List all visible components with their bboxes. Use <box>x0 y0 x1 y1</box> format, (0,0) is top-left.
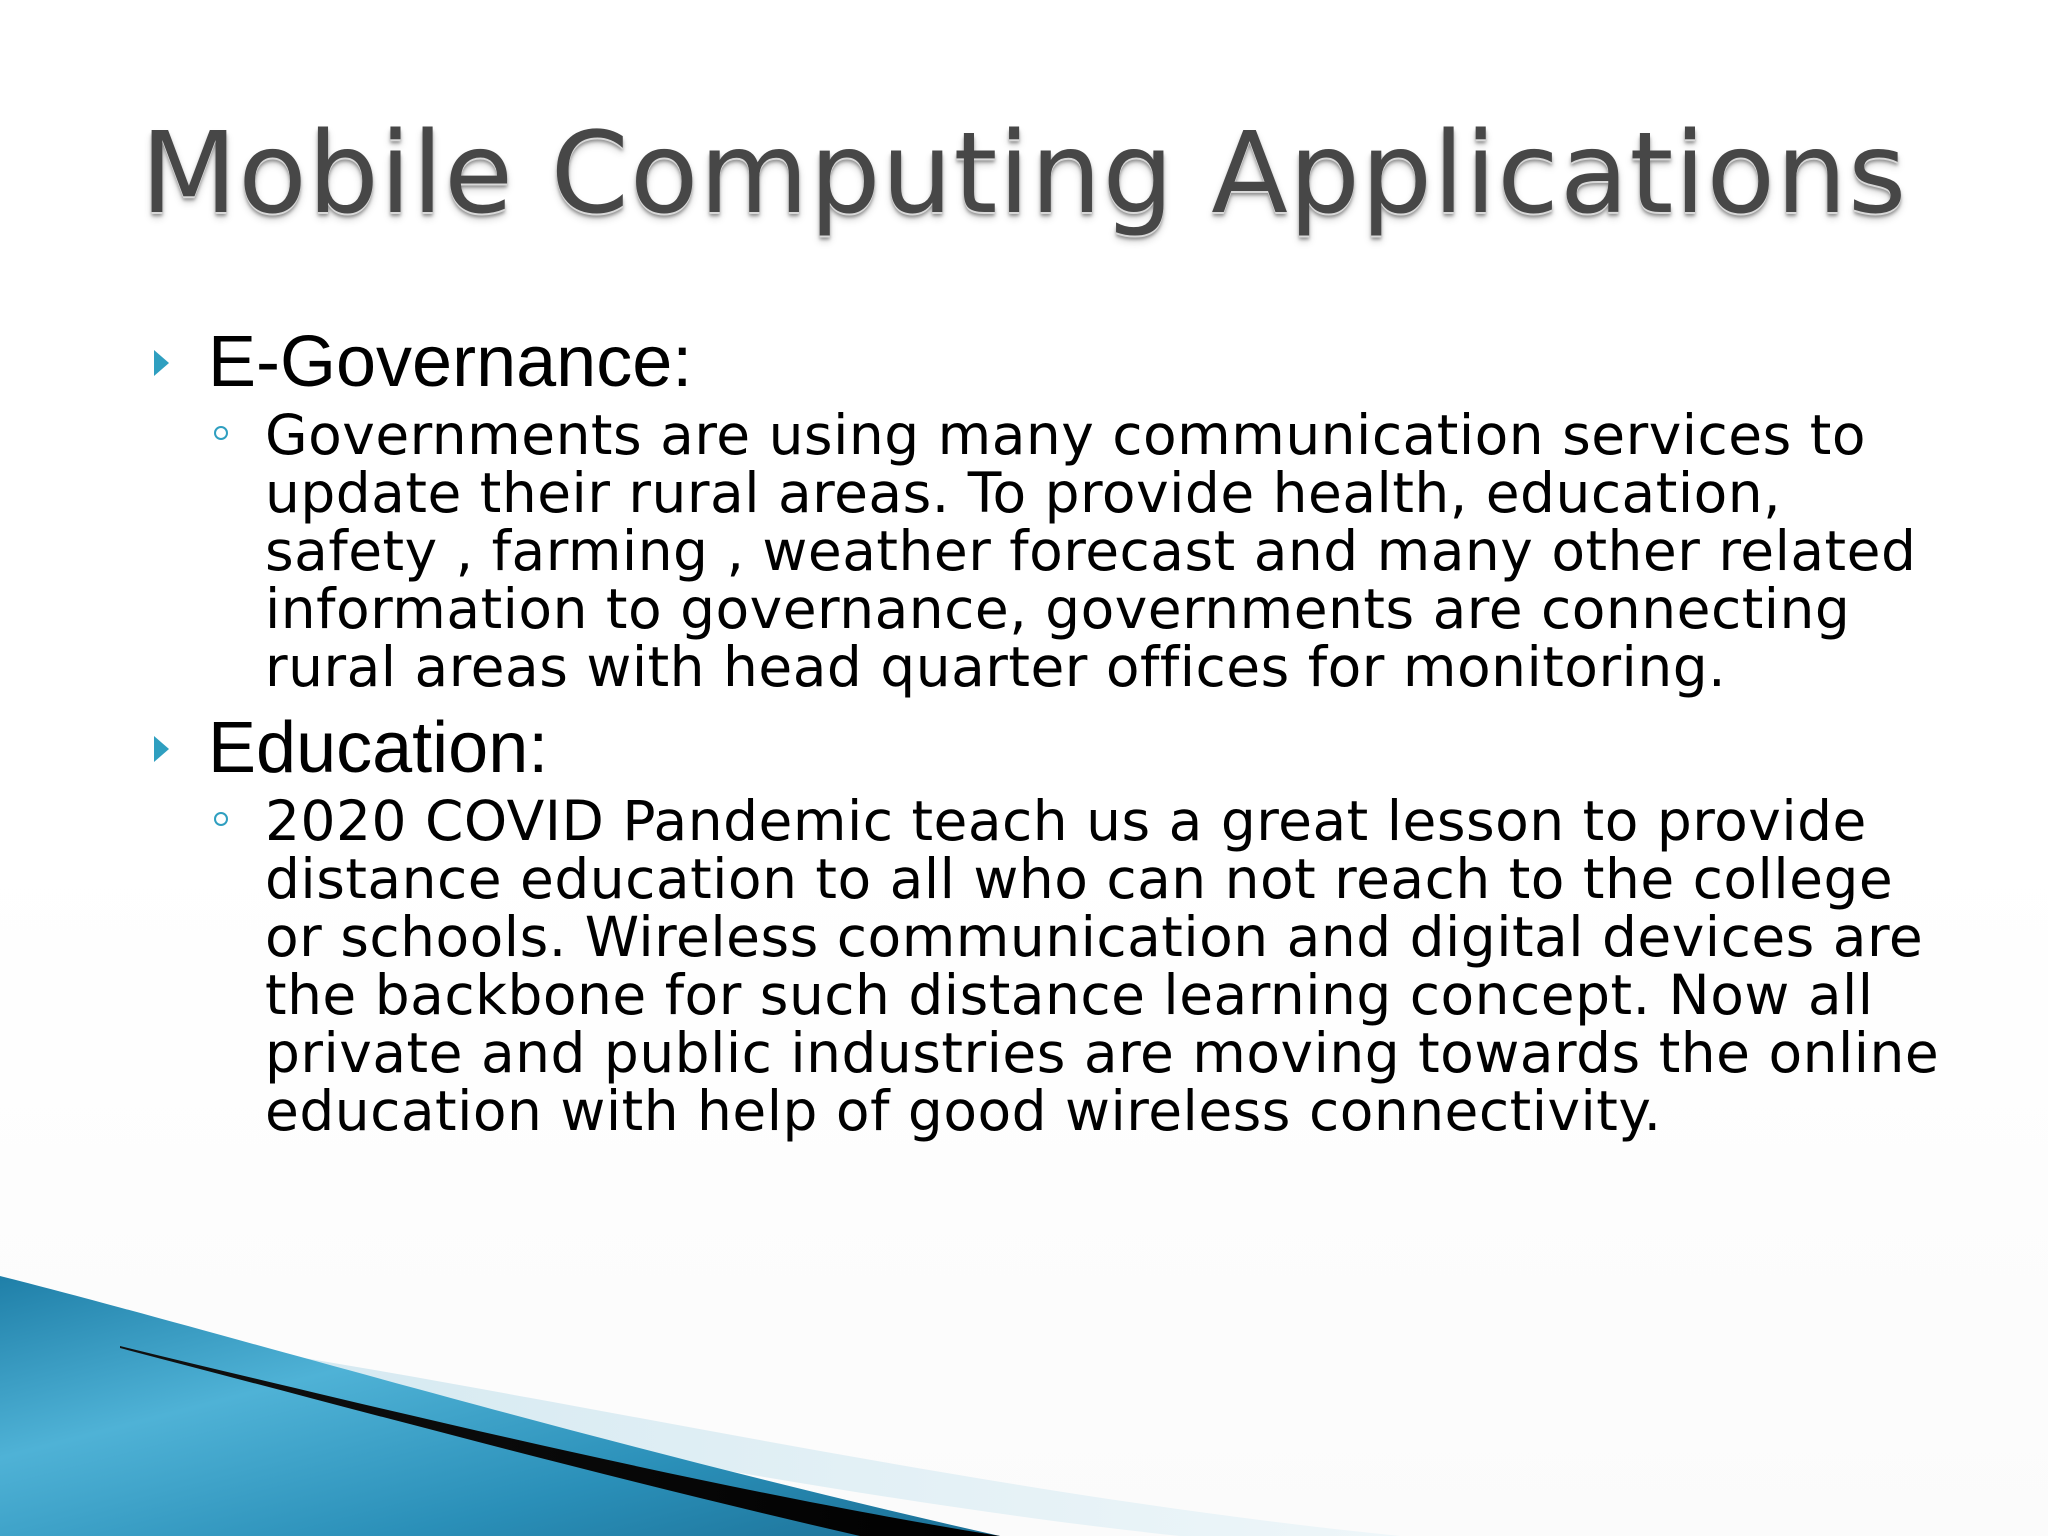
swoosh-light-band <box>0 1316 1400 1536</box>
circle-bullet-icon <box>214 426 228 440</box>
bullet-colon: : <box>528 708 549 788</box>
decorative-swoosh <box>0 1276 2048 1536</box>
swoosh-dark-line <box>120 1346 1000 1536</box>
slide-content <box>150 322 1950 1143</box>
bullet-heading: E-Governance <box>208 322 673 402</box>
triangle-bullet-icon <box>154 736 169 762</box>
bullet-e-governance <box>150 322 1950 404</box>
circle-bullet-icon <box>214 812 228 826</box>
sub-bullet-e-governance <box>150 403 1950 699</box>
bullet-heading: Education <box>208 708 529 788</box>
bullet-education <box>150 708 1950 790</box>
bullet-colon: : <box>672 322 693 402</box>
triangle-bullet-icon <box>154 350 169 376</box>
slide-title: Mobile Computing Applications <box>140 109 1908 239</box>
sub-bullet-education <box>150 789 1950 1143</box>
sub-bullet-text: 2020 COVID Pandemic teach us a great lesson to provide distance education to all who can not reach to the college or schools. Wireless communication and digital devices are the backbone for such distance learning concept. Now all private and public industries are moving towards the online education with help of good wireless connectivity. <box>265 789 1940 1143</box>
swoosh-blue-wedge <box>0 1276 1000 1536</box>
sub-bullet-text: Governments are using many communication services to update their rural areas. To provide health, education, safety , farming , weather forecast and many other related information to governance, governments are connecting rural areas with head quarter offices for monitoring. <box>265 403 1917 699</box>
